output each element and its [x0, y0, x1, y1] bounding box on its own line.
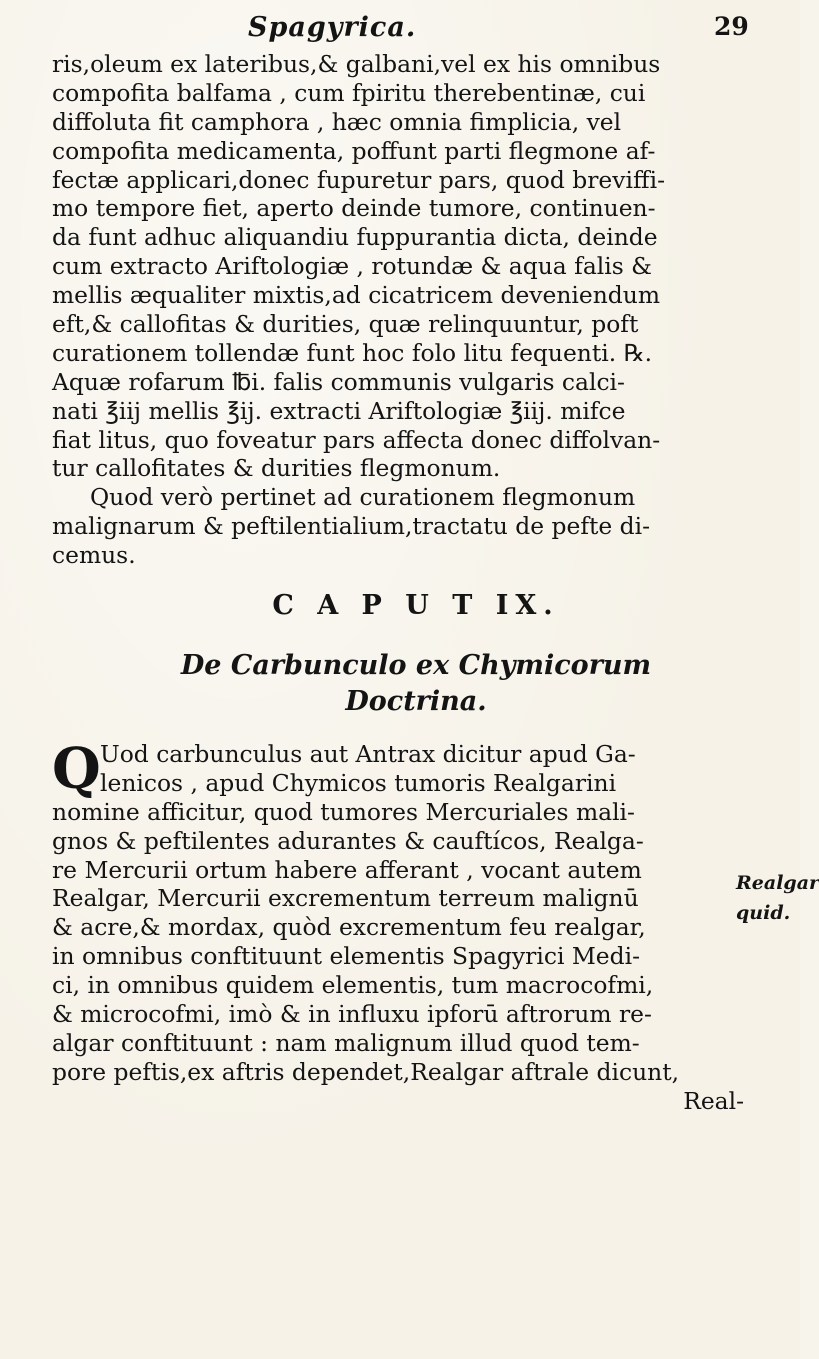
chapter-title-line: Doctrina. — [345, 686, 487, 718]
text-line: Uod carbunculus aut Antrax dicitur apud Ga- — [100, 740, 636, 769]
text-line: eft,& callofitas & durities, quæ relinquuntur, poft — [52, 310, 639, 339]
text-line: diffoluta fit camphora , hæc omnia fimplicia, vel — [52, 107, 622, 136]
text-line: nati ℥iij mellis ℥ij. extracti Ariftologiæ ℥iij. mifce — [52, 396, 626, 425]
text-line: in omnibus conftituunt elementis Spagyrici Medi- — [52, 942, 641, 971]
text-line: Quod verò pertinet ad curationem flegmonum — [90, 483, 636, 512]
text-line: ci, in omnibus quidem elementis, tum macrocofmi, — [52, 971, 654, 1000]
text-line: Realgar, Mercurii excrementum terreum malignū — [52, 884, 639, 913]
text-line: nomine afficitur, quod tumores Mercuriales mali- — [52, 797, 635, 826]
text-line: curationem tollendæ funt hoc folo litu fequenti. ℞. — [52, 338, 653, 367]
text-line: da funt adhuc aliquandiu fuppurantia dicta, deinde — [52, 223, 658, 252]
marginal-note — [736, 868, 819, 928]
paragraph-carbuncle — [52, 736, 780, 1116]
catchword: Real- — [683, 1086, 744, 1115]
paragraph-malignant — [52, 483, 780, 570]
drop-cap: Q — [52, 736, 101, 803]
marginal-note-line: quid. — [736, 902, 791, 924]
text-line: tur callofitates & durities flegmonum. — [52, 454, 501, 483]
text-line: compofita balfama , cum fpiritu therebentinæ, cui — [52, 78, 646, 107]
text-line: compofita medicamenta, poffunt parti flegmone af- — [52, 136, 656, 165]
body-text — [52, 50, 780, 1116]
text-line: gnos & peftilentes adurantes & cauftícos, Realga- — [52, 826, 644, 855]
text-line: fectæ applicari,donec fupuretur pars, quod breviffi- — [52, 165, 665, 194]
text-line: re Mercurii ortum habere afferant , vocant autem — [52, 855, 642, 884]
text-line: lenicos , apud Chymicos tumoris Realgarini — [100, 768, 617, 797]
text-line: & microcofmi, imò & in influxu ipforū aftrorum re- — [52, 1000, 652, 1029]
running-title: Spagyrica. — [248, 12, 417, 43]
text-line: mo tempore fiet, aperto deinde tumore, continuen- — [52, 194, 656, 223]
text-line: Aquæ rofarum ℔i. falis communis vulgaris calci- — [52, 367, 625, 396]
running-head — [0, 8, 800, 48]
paragraph-compositions — [52, 50, 780, 483]
text-line: cemus. — [52, 541, 136, 570]
text-line: & acre,& mordax, quòd excrementum feu realgar, — [52, 913, 646, 942]
text-line: fiat litus, quo foveatur pars affecta donec diffolvan- — [52, 425, 661, 454]
text-line: ris,oleum ex lateribus,& galbani,vel ex his omnibus — [52, 50, 661, 78]
marginal-note-line: Realgar — [736, 872, 819, 894]
chapter-title — [52, 648, 780, 720]
text-line: algar conftituunt : nam malignum illud quod tem- — [52, 1028, 640, 1057]
text-line: malignarum & peftilentialium,tractatu de pefte di- — [52, 512, 651, 541]
page-number: 29 — [714, 12, 749, 41]
chapter-number: C A P U T IX. — [272, 590, 560, 622]
text-line: mellis æqualiter mixtis,ad cicatricem deveniendum — [52, 281, 661, 310]
chapter-title-line: De Carbunculo ex Chymicorum — [180, 650, 652, 682]
text-line: cum extracto Ariftologiæ , rotundæ & aqua falis & — [52, 252, 652, 281]
text-line: pore peftis,ex aftris dependet,Realgar aftrale dicunt, — [52, 1057, 680, 1086]
